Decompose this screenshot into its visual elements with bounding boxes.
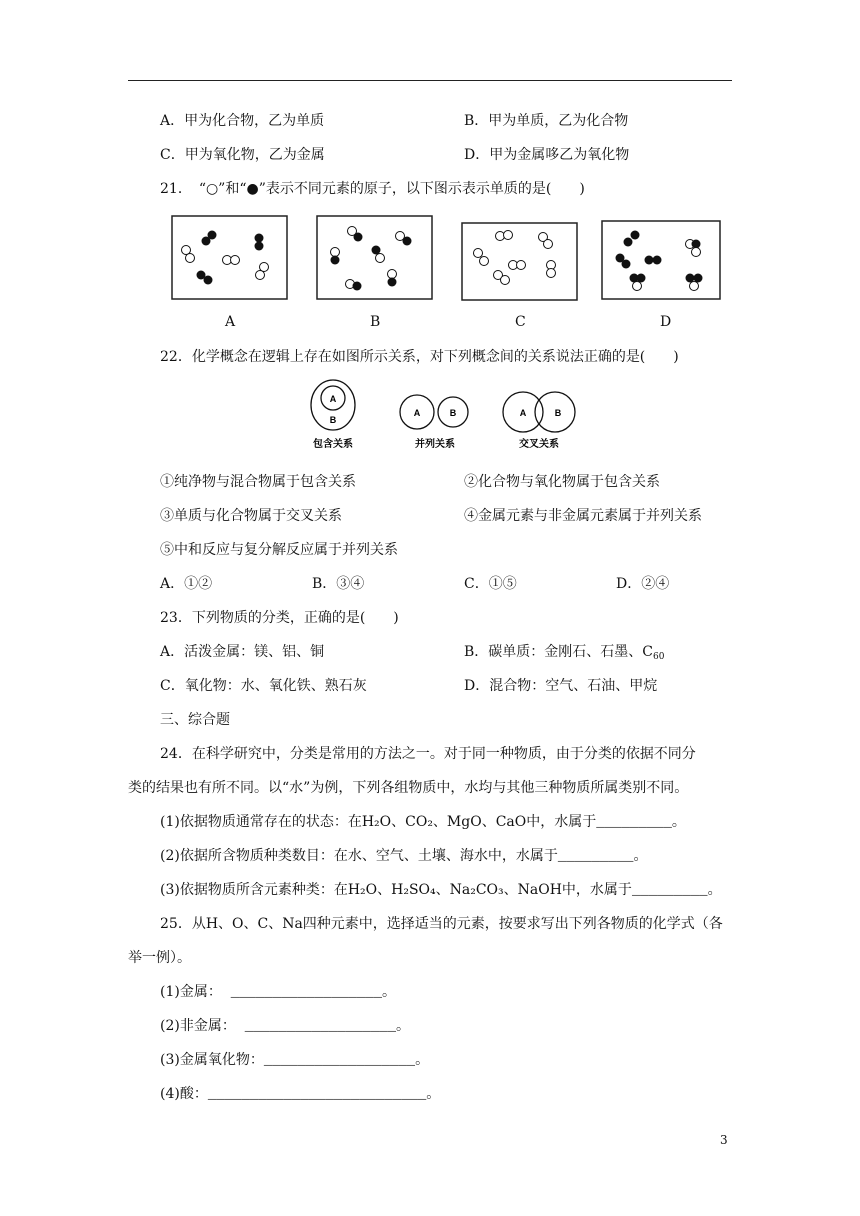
q25-item-1-label: (1)金属：: [160, 984, 222, 1000]
molecule-box-b: [317, 216, 432, 299]
inclusion-caption: 包含关系: [313, 439, 353, 450]
q25-item-1-blank[interactable]: __________________: [230, 985, 382, 1001]
q25-item-4-blank[interactable]: __________________________: [207, 1087, 427, 1103]
q24-sub-1-end: 。: [671, 814, 686, 830]
q25-item-4-end: 。: [426, 1086, 441, 1102]
q24-sub-3-text: (3)依据物质所含元素种类：在H₂O、H₂SO₄、Na₂CO₃、NaOH中，水属于: [160, 882, 632, 898]
q24-sub-2-end: 。: [633, 848, 648, 864]
section-3-heading: 三、综合题: [160, 712, 230, 728]
q24-sub-2-blank[interactable]: _________: [557, 849, 634, 865]
page-number: 3: [720, 1133, 728, 1147]
molecule-box-d: [602, 221, 720, 299]
q25-item-1-end: 。: [381, 984, 396, 1000]
q24-line-2: 类的结果也有所不同。以“水”为例，下列各组物质中，水均与其他三种物质所属类别不同。: [128, 780, 689, 796]
intersection-letter-a: A: [519, 408, 527, 418]
q24-sub-3: [160, 880, 722, 901]
q22-stem: 22．化学概念在逻辑上存在如图所示关系，对下列概念间的关系说法正确的是( ): [160, 349, 679, 365]
q20-option-d: D．甲为金属哆乙为氧化物: [464, 147, 630, 163]
q20-option-c: C．甲为氧化物，乙为金属: [160, 147, 325, 163]
q22-statement-3: ③单质与化合物属于交叉关系: [160, 508, 342, 524]
q22-statement-4: ④金属元素与非金属元素属于并列关系: [464, 508, 702, 524]
q22-statement-5: ⑤中和反应与复分解反应属于并列关系: [160, 542, 398, 558]
parallel-letter-a: A: [413, 408, 421, 418]
q25-item-3: [160, 1050, 429, 1071]
q23-option-b-text: B．碳单质：金刚石、石墨、C: [464, 644, 653, 660]
q22-option-d: D．②④: [616, 576, 670, 592]
q22-option-a: A．①②: [160, 576, 213, 592]
q25-item-3-blank[interactable]: __________________: [263, 1053, 416, 1069]
q25-item-4-label: (4)酸：: [160, 1086, 208, 1102]
molecule-box-c: [462, 223, 577, 300]
q24-sub-1: [160, 812, 686, 833]
q25-item-2: [160, 1016, 410, 1037]
q25-item-4: [160, 1084, 440, 1105]
q23-option-b: [464, 642, 664, 667]
q25-line-1: 25．从H、O、C、Na四种元素中，选择适当的元素，按要求写出下列各物质的化学式（各: [160, 916, 723, 932]
q21-label-b: B: [370, 314, 381, 330]
inclusion-letter-b: B: [329, 415, 337, 425]
q25-item-2-label: (2)非金属：: [160, 1018, 236, 1034]
q22-statement-1: ①纯净物与混合物属于包含关系: [160, 474, 356, 490]
q21-label-c: C: [515, 314, 526, 330]
molecule-box-a: [172, 216, 287, 299]
q24-sub-2-text: (2)依据所含物质种类数目：在水、空气、土壤、海水中，水属于: [160, 848, 558, 864]
parallel-letter-b: B: [449, 408, 457, 418]
q20-option-b: B．甲为单质，乙为化合物: [464, 113, 629, 129]
parallel-relation: [400, 395, 468, 450]
q22-statement-2: ②化合物与氧化物属于包含关系: [464, 474, 660, 490]
q24-line-1: 24．在科学研究中，分类是常用的方法之一。对于同一种物质，由于分类的依据不同分: [160, 746, 696, 762]
header-rule: [128, 80, 732, 81]
q22-option-b: B．③④: [312, 576, 365, 592]
q24-sub-1-blank[interactable]: _________: [596, 815, 672, 831]
q22-option-c: C．①⑤: [464, 576, 517, 592]
q23-option-a: A．活泼金属：镁、铝、铜: [160, 644, 325, 660]
q23-option-b-subscript: 60: [653, 652, 665, 662]
q21-label-d: D: [660, 314, 672, 330]
q23-option-c: C．氧化物：水、氧化铁、熟石灰: [160, 678, 367, 694]
inclusion-letter-a: A: [329, 394, 337, 404]
intersection-letter-b: B: [554, 408, 562, 418]
q23-stem: 23．下列物质的分类，正确的是( ): [160, 610, 399, 626]
q24-sub-3-blank[interactable]: _________: [631, 883, 708, 899]
q24-sub-2: [160, 846, 647, 867]
inclusion-relation: [311, 380, 355, 450]
parallel-caption: 并列关系: [415, 439, 455, 450]
intersection-relation: [503, 392, 575, 450]
q21-stem: 21． “○”和“●”表示不同元素的原子，以下图示表示单质的是( ): [160, 181, 585, 197]
q25-item-3-end: 。: [415, 1052, 430, 1068]
q25-item-2-end: 。: [395, 1018, 410, 1034]
q24-sub-1-text: (1)依据物质通常存在的状态：在H₂O、CO₂、MgO、CaO中，水属于: [160, 814, 597, 830]
q25-line-2: 举一例）。: [128, 950, 191, 966]
q21-label-a: A: [225, 314, 236, 330]
q22-relation-diagram: [305, 376, 590, 456]
q21-atom-diagrams: [160, 210, 740, 335]
q24-sub-3-end: 。: [707, 882, 722, 898]
q23-option-d: D．混合物：空气、石油、甲烷: [464, 678, 658, 694]
intersection-caption: 交叉关系: [519, 439, 559, 450]
q25-item-3-label: (3)金属氧化物：: [160, 1052, 264, 1068]
q20-option-a: A．甲为化合物，乙为单质: [160, 113, 325, 129]
q25-item-2-blank[interactable]: __________________: [244, 1019, 396, 1035]
q25-item-1: [160, 982, 396, 1003]
